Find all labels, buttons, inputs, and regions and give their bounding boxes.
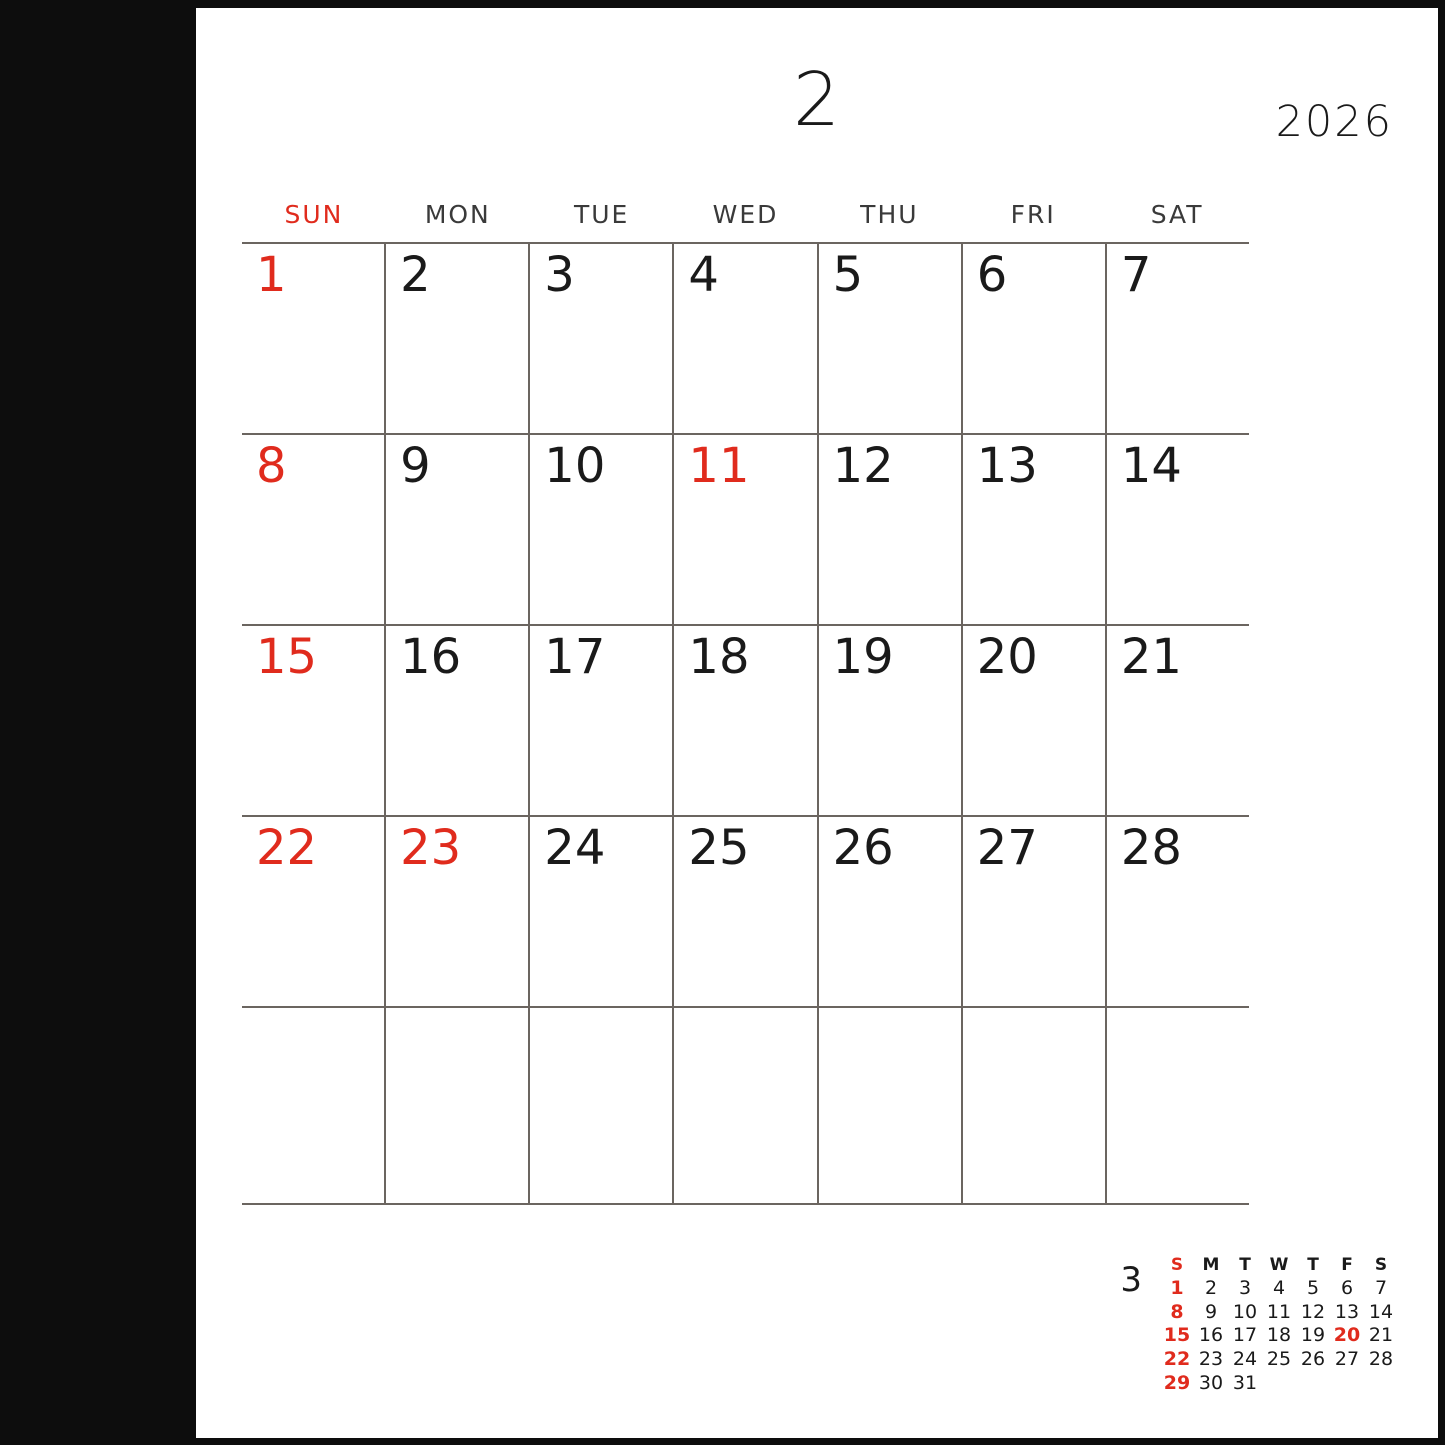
mini-day: 8 (1170, 1300, 1184, 1323)
calendar-sheet (196, 8, 1438, 1438)
year-label: 2026 (1275, 97, 1393, 147)
day-cell[interactable] (386, 1008, 530, 1203)
day-cell[interactable] (1107, 435, 1249, 624)
grid-rule (242, 1203, 1249, 1205)
mini-dow-f: F (1341, 1255, 1353, 1276)
mini-day: 11 (1266, 1300, 1292, 1323)
mini-day: 6 (1340, 1276, 1354, 1299)
mini-day (1364, 1372, 1398, 1396)
mini-day: 28 (1368, 1348, 1394, 1371)
day-number: 1 (256, 247, 287, 303)
day-number: 23 (400, 820, 462, 876)
day-cell[interactable] (1107, 817, 1249, 1006)
mini-day: 10 (1232, 1300, 1258, 1323)
mini-week-row (1160, 1324, 1398, 1348)
day-number: 10 (544, 438, 606, 494)
day-cell[interactable] (674, 244, 818, 433)
day-cell[interactable] (674, 435, 818, 624)
day-number: 24 (544, 820, 606, 876)
calendar-header (196, 57, 1438, 173)
day-cell[interactable] (819, 1008, 963, 1203)
day-cell[interactable] (242, 817, 386, 1006)
day-number: 9 (400, 438, 431, 494)
day-number: 27 (976, 820, 1038, 876)
mini-day: 21 (1368, 1324, 1394, 1347)
day-number: 22 (256, 820, 318, 876)
mini-day (1330, 1372, 1364, 1396)
day-cell[interactable] (674, 626, 818, 815)
day-number: 3 (544, 247, 575, 303)
mini-day: 19 (1300, 1324, 1326, 1347)
mini-day: 5 (1306, 1276, 1320, 1299)
mini-day: 3 (1238, 1276, 1252, 1299)
mini-day: 24 (1232, 1348, 1258, 1371)
mini-day: 31 (1232, 1372, 1258, 1395)
day-number: 21 (1120, 629, 1182, 685)
mini-week-row (1160, 1301, 1398, 1325)
day-cell[interactable] (963, 817, 1107, 1006)
dow-fri: FRI (1010, 200, 1056, 229)
mini-day: 13 (1334, 1300, 1360, 1323)
mini-day: 14 (1368, 1300, 1394, 1323)
mini-month-label: 3 (1120, 1260, 1142, 1301)
dow-wed: WED (712, 200, 779, 229)
day-of-week-row (242, 202, 1249, 242)
day-cell[interactable] (963, 626, 1107, 815)
mini-day (1296, 1372, 1330, 1396)
mini-dow-m: M (1202, 1255, 1220, 1276)
day-number: 7 (1120, 247, 1152, 303)
mini-dow-w: W (1269, 1255, 1289, 1276)
day-number: 18 (688, 629, 750, 685)
mini-day: 12 (1300, 1300, 1326, 1323)
day-cell[interactable] (1107, 244, 1249, 433)
calendar-week-row (242, 626, 1249, 815)
day-cell[interactable] (963, 435, 1107, 624)
day-number: 2 (400, 247, 431, 303)
day-cell[interactable] (530, 435, 674, 624)
day-cell[interactable] (242, 626, 386, 815)
day-number: 13 (976, 438, 1038, 494)
day-cell[interactable] (530, 817, 674, 1006)
day-cell[interactable] (674, 817, 818, 1006)
mini-day: 16 (1198, 1324, 1224, 1347)
mini-day: 30 (1198, 1372, 1224, 1395)
mini-day: 25 (1266, 1348, 1292, 1371)
day-number: 26 (832, 820, 894, 876)
dow-sun: SUN (284, 200, 344, 229)
day-cell[interactable] (963, 1008, 1107, 1203)
mini-dow-th: T (1307, 1255, 1319, 1276)
day-number: 6 (976, 247, 1008, 303)
day-cell[interactable] (819, 435, 963, 624)
mini-day: 29 (1163, 1372, 1191, 1395)
day-number: 14 (1120, 438, 1182, 494)
mini-calendar-table (1160, 1255, 1398, 1396)
day-cell[interactable] (819, 817, 963, 1006)
mini-day: 22 (1163, 1348, 1191, 1371)
mini-day: 20 (1333, 1324, 1361, 1347)
dow-mon: MON (424, 200, 491, 229)
day-cell[interactable] (963, 244, 1107, 433)
mini-dow-sa: S (1374, 1255, 1388, 1276)
day-number: 19 (832, 629, 894, 685)
day-number: 11 (688, 438, 750, 494)
calendar-grid (242, 202, 1249, 1205)
calendar-page (196, 8, 1438, 1438)
day-cell[interactable] (242, 1008, 386, 1203)
day-number: 20 (976, 629, 1038, 685)
day-number: 25 (688, 820, 750, 876)
mini-week-row (1160, 1277, 1398, 1301)
day-cell[interactable] (819, 626, 963, 815)
mini-day: 7 (1374, 1276, 1388, 1299)
mini-day (1262, 1372, 1296, 1396)
mini-week-row (1160, 1348, 1398, 1372)
mini-day: 4 (1272, 1276, 1286, 1299)
mini-week-row (1160, 1372, 1398, 1396)
day-number: 17 (544, 629, 606, 685)
day-number: 12 (832, 438, 894, 494)
mini-day: 2 (1204, 1276, 1218, 1299)
day-cell[interactable] (242, 244, 386, 433)
day-number: 28 (1120, 820, 1182, 876)
day-number: 5 (832, 247, 864, 303)
day-cell[interactable] (530, 244, 674, 433)
mini-day: 1 (1170, 1276, 1184, 1299)
calendar-week-row (242, 244, 1249, 433)
mini-day: 23 (1198, 1348, 1224, 1371)
dow-sat: SAT (1150, 200, 1204, 229)
mini-day: 15 (1163, 1324, 1191, 1347)
day-cell[interactable] (386, 435, 530, 624)
day-number: 16 (400, 629, 462, 685)
mini-calendar (1120, 1255, 1398, 1396)
dow-thu: THU (860, 200, 919, 229)
day-cell[interactable] (530, 1008, 674, 1203)
day-cell[interactable] (386, 626, 530, 815)
calendar-week-row (242, 435, 1249, 624)
mini-day: 26 (1300, 1348, 1326, 1371)
calendar-week-row (242, 817, 1249, 1006)
day-number: 8 (256, 438, 287, 494)
day-cell[interactable] (242, 435, 386, 624)
mini-day: 9 (1204, 1300, 1218, 1323)
mini-dow-s: S (1170, 1255, 1184, 1276)
mini-dow-t: T (1239, 1255, 1251, 1276)
mini-day: 18 (1266, 1324, 1292, 1347)
mini-day: 17 (1232, 1324, 1258, 1347)
day-cell[interactable] (1107, 626, 1249, 815)
day-cell[interactable] (1107, 1008, 1249, 1203)
day-cell[interactable] (530, 626, 674, 815)
day-cell[interactable] (386, 244, 530, 433)
day-number: 15 (256, 629, 318, 685)
calendar-week-row (242, 1008, 1249, 1203)
day-cell[interactable] (674, 1008, 818, 1203)
mini-header-row (1160, 1255, 1398, 1277)
dow-tue: TUE (573, 200, 630, 229)
month-title: 2 (792, 57, 842, 143)
day-cell[interactable] (819, 244, 963, 433)
mini-day: 27 (1334, 1348, 1360, 1371)
day-cell[interactable] (386, 817, 530, 1006)
day-number: 4 (688, 247, 719, 303)
